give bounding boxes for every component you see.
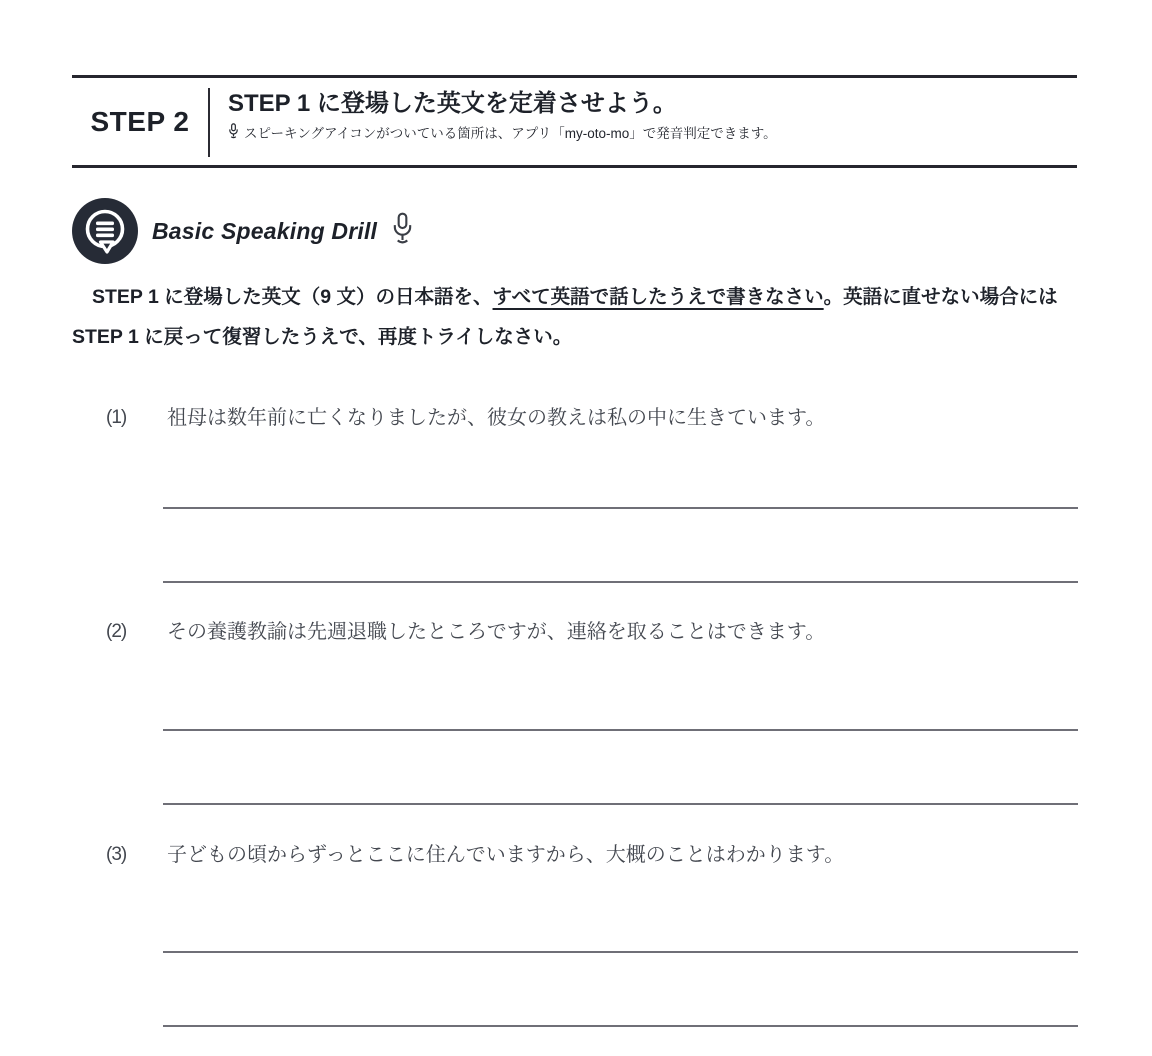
question-block-1 [72,403,1080,603]
page-title: STEP 1 に登場した英文を定着させよう。 [228,90,677,117]
answer-line [163,803,1078,805]
drill-heading [72,198,414,264]
question-text-row [72,403,1080,433]
question-number: (3) [106,844,127,865]
step-header [72,75,1077,168]
question-block-3 [72,840,1080,1040]
step-number-label: STEP 2 [90,105,190,137]
question-text: 子どもの頃からずっとここに住んでいますから、大概のことはわかります。 [167,844,845,866]
instruction-post: 。英語に直せない場合には STEP 1 に戻って復習したうえで、再度トライしなさい。 [72,286,1058,348]
drill-title: Basic Speaking Drill [152,217,378,244]
question-text-row [72,840,1080,870]
question-text: その養護教諭は先週退職したところですが、連絡を取ることはできます。 [167,621,826,643]
question-text: 祖母は数年前に亡くなりましたが、彼女の教えは私の中に生きています。 [167,407,826,429]
microphone-icon [391,212,414,250]
header-subtitle-row [228,123,1077,144]
instruction-pre: STEP 1 に登場した英文（9 文）の日本語を、 [92,286,493,308]
question-text-row [72,617,1080,647]
header-content [208,78,1077,165]
answer-line [163,581,1078,583]
question-number: (1) [106,407,127,428]
header-subtitle: スピーキングアイコンがついている箇所は、アプリ「my-oto-mo」で発音判定できます。 [244,125,777,141]
answer-line [163,1025,1078,1027]
header-divider [208,88,210,157]
instruction-underlined: すべて英語で話したうえで書きなさい [492,286,824,308]
microphone-icon [228,123,239,144]
speech-bubble-icon [72,198,138,264]
instruction-paragraph [72,277,1080,357]
answer-line [163,507,1078,509]
question-number: (2) [106,621,127,642]
answer-line [163,729,1078,731]
question-block-2 [72,617,1080,817]
answer-line [163,951,1078,953]
